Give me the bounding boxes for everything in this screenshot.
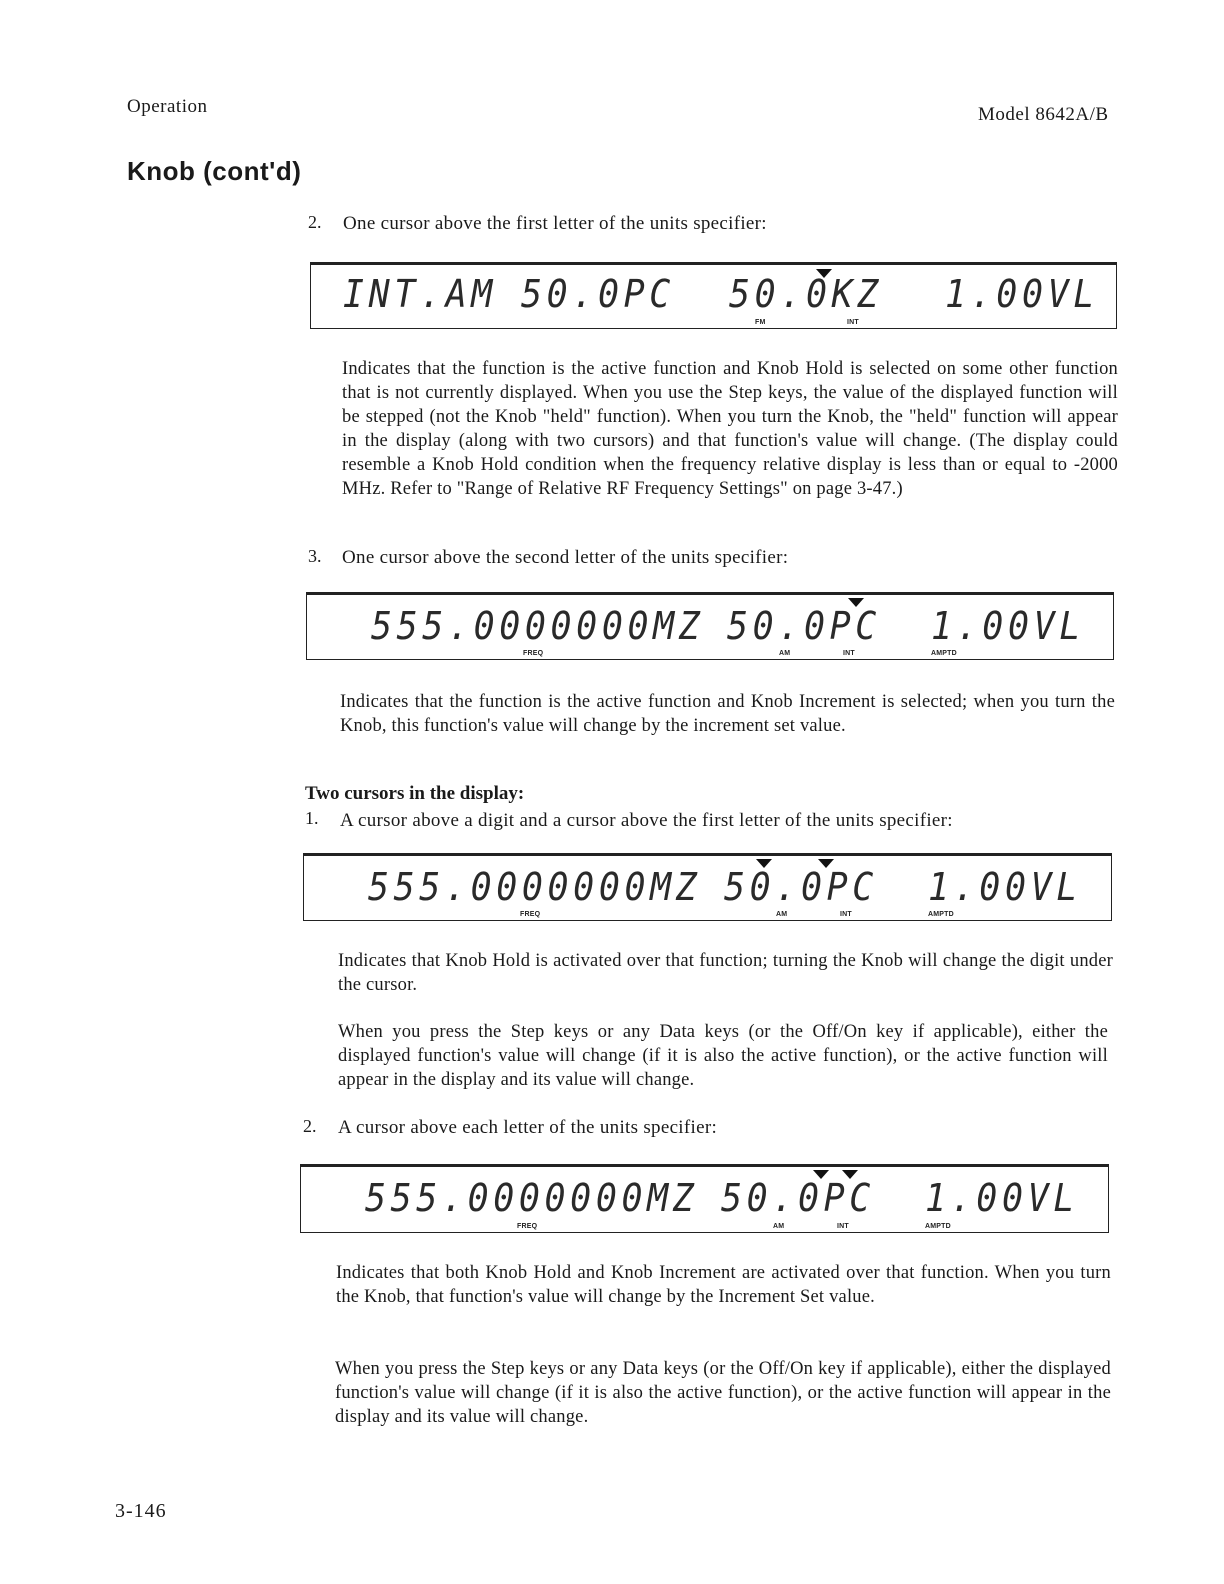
annunciator-freq: FREQ — [523, 650, 544, 657]
display-field: 50.0KZ — [729, 272, 883, 316]
panel-rule — [306, 592, 1114, 595]
item-text: A cursor above a digit and a cursor above the first letter of the units specifier: — [340, 810, 953, 831]
annunciator-freq: FREQ — [520, 911, 541, 918]
paragraph: When you press the Step keys or any Data keys (or the Off/On key if applicable), either the displayed function's value will change (if it is also the active function), or the active function will appear in the display and its value will change. — [338, 1022, 1108, 1090]
item-number: 2. — [303, 1116, 317, 1136]
annunciator-fm: FM — [755, 319, 766, 326]
display-field: 50.0PC — [521, 272, 675, 316]
item-number: 1. — [305, 808, 319, 828]
display-panel-1 — [310, 262, 1117, 329]
annunciator-amptd: AMPTD — [925, 1223, 951, 1230]
annunciator-am: AM — [776, 911, 788, 918]
annunciator-amptd: AMPTD — [928, 911, 954, 918]
paragraph: Indicates that both Knob Hold and Knob Increment are activated over that function. When you turn the Knob, that function's value will change by the Increment Set value. — [336, 1263, 1111, 1307]
paragraph: Indicates that Knob Hold is activated over that function; turning the Knob will change the digit under the cursor. — [338, 951, 1113, 995]
annunciator-am: AM — [779, 650, 791, 657]
annunciator-amptd: AMPTD — [931, 650, 957, 657]
display-field: 1.00VL — [945, 272, 1099, 316]
display-field: 50.0PC — [727, 604, 881, 648]
panel-rule — [310, 262, 1117, 265]
annunciator-int: INT — [840, 911, 852, 918]
display-field: 50.0PC — [724, 865, 878, 909]
display-panel-2 — [306, 592, 1114, 660]
item-text: One cursor above the second letter of the units specifier: — [342, 547, 789, 568]
annunciator-am: AM — [773, 1223, 785, 1230]
item-text: One cursor above the first letter of the units specifier: — [343, 213, 767, 234]
display-field: 1.00VL — [928, 865, 1082, 909]
display-field: INT.AM — [343, 272, 497, 316]
annunciator-int: INT — [843, 650, 855, 657]
annunciator-freq: FREQ — [517, 1223, 538, 1230]
paragraph: Indicates that the function is the active function and Knob Increment is selected; when you turn the Knob, this function's value will change by the increment set value. — [340, 692, 1115, 736]
page-title: Knob (cont'd) — [127, 156, 302, 186]
item-number: 3. — [308, 546, 322, 566]
annunciator-int: INT — [847, 319, 859, 326]
subheading: Two cursors in the display: — [305, 783, 525, 804]
panel-rule — [303, 853, 1112, 856]
item-text: A cursor above each letter of the units specifier: — [338, 1117, 718, 1138]
display-field: 50.0PC — [721, 1176, 875, 1220]
paragraph: Indicates that the function is the active function and Knob Hold is selected on some other function that is not currently displayed. When you use the Step keys, the value of the displayed function will be stepped (not the Knob "held" function). When you turn the Knob, the "held" function will appear in the display (along with two cursors) and that function's value will change. (The display could resemble a Knob Hold condition when the frequency relative display is less than or equal to -2000 MHz. Refer to "Range of Relative RF Frequency Settings" on page 3-47.) — [342, 359, 1118, 499]
display-field: 555.0000000MZ — [371, 604, 705, 648]
header-section-label: Operation — [127, 96, 208, 117]
display-field: 555.0000000MZ — [365, 1176, 699, 1220]
panel-rule — [300, 1164, 1109, 1167]
display-panel-3 — [303, 853, 1112, 921]
page-number: 3-146 — [115, 1500, 167, 1522]
display-field: 1.00VL — [931, 604, 1085, 648]
display-field: 1.00VL — [925, 1176, 1079, 1220]
header-model-label: Model 8642A/B — [978, 104, 1109, 125]
paragraph: When you press the Step keys or any Data keys (or the Off/On key if applicable), either the displayed function's value will change (if it is also the active function), or the active function will appear in the display and its value will change. — [335, 1359, 1111, 1427]
item-number: 2. — [308, 212, 322, 232]
annunciator-int: INT — [837, 1223, 849, 1230]
display-field: 555.0000000MZ — [368, 865, 702, 909]
display-panel-4 — [300, 1164, 1109, 1233]
